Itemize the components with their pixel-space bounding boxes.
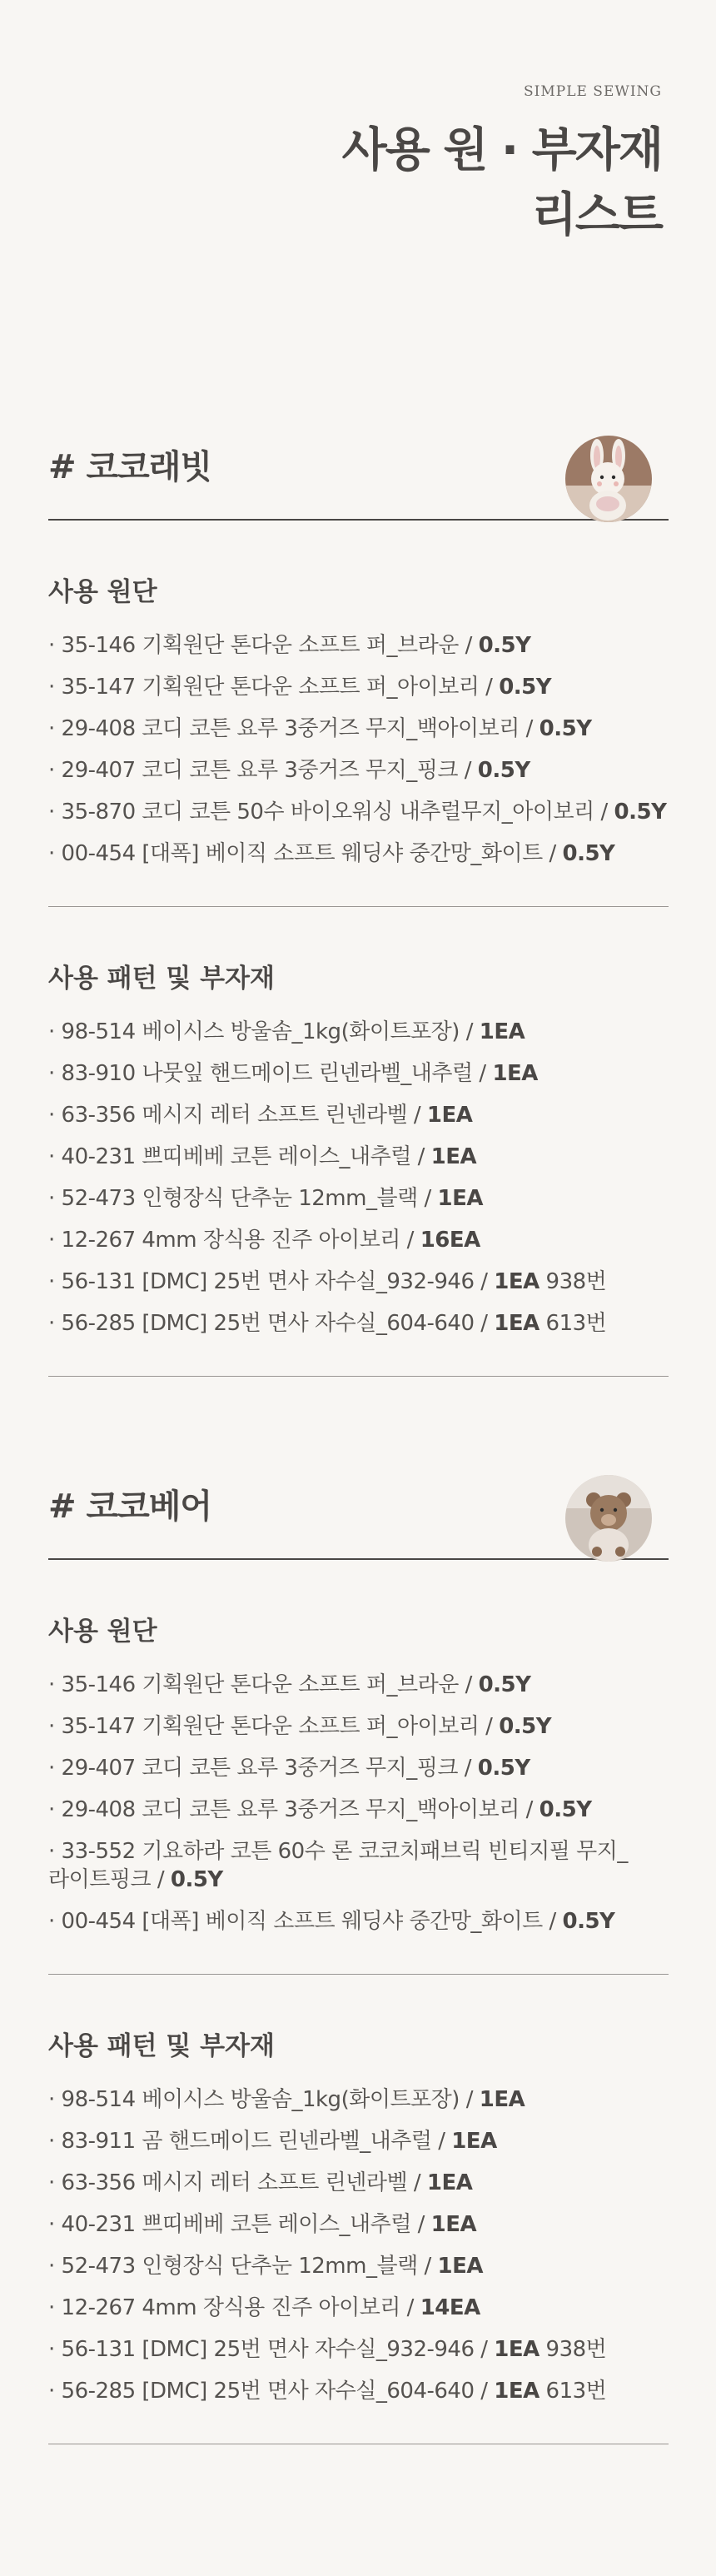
product-name: # 코코베어	[48, 1487, 212, 1526]
list-item	[48, 1101, 669, 1129]
item-text: · 35-146 기획원단 톤다운 소프트 퍼_브라운 /	[48, 633, 479, 658]
notions-list	[48, 1018, 669, 1338]
item-text: · 35-870 코디 코튼 50수 바이오워싱 내추럴무지_아이보리 /	[48, 800, 614, 825]
item-quantity: 0.5Y	[614, 800, 667, 825]
fabric-section-title: 사용 원단	[48, 577, 157, 607]
product-section-bear	[48, 1475, 669, 2444]
item-text: · 98-514 베이시스 방울솜_1kg(화이트포장) /	[48, 2087, 480, 2112]
list-item	[48, 673, 669, 701]
item-quantity: 1EA	[426, 1103, 473, 1128]
item-quantity: 1EA	[430, 1144, 477, 1169]
notions-section	[48, 1975, 669, 2444]
item-quantity: 1EA	[451, 2129, 497, 2154]
item-quantity: 0.5Y	[539, 716, 592, 741]
list-item	[48, 1143, 669, 1171]
item-text: · 40-231 쁘띠베베 코튼 레이스_내추럴 /	[48, 2212, 431, 2237]
item-suffix: 938번	[539, 2337, 607, 2362]
item-quantity: 1EA	[494, 1311, 539, 1336]
list-item	[48, 1018, 669, 1046]
item-suffix: 613번	[539, 2379, 607, 2404]
item-text: · 98-514 베이시스 방울솜_1kg(화이트포장) /	[48, 1019, 480, 1044]
list-item	[48, 2210, 669, 2239]
item-quantity: 16EA	[420, 1228, 480, 1253]
notions-section-title: 사용 패턴 및 부자재	[48, 2031, 275, 2061]
item-text: · 35-147 기획원단 톤다운 소프트 퍼_아이보리 /	[48, 675, 500, 700]
item-text: · 83-910 나뭇잎 핸드메이드 린넨라벨_내추럴 /	[48, 1061, 493, 1086]
item-text: · 29-407 코디 코튼 요루 3중거즈 무지_핑크 /	[48, 1756, 478, 1781]
item-quantity: 0.5Y	[478, 633, 531, 658]
item-quantity: 0.5Y	[499, 1714, 552, 1739]
list-item	[48, 1671, 669, 1699]
brand-label: SIMPLE SEWING	[523, 83, 662, 100]
item-quantity: 0.5Y	[478, 1672, 531, 1697]
notions-section-title: 사용 패턴 및 부자재	[48, 964, 275, 994]
item-text: · 63-356 메시지 레터 소프트 린넨라벨 /	[48, 1103, 427, 1128]
item-text: · 63-356 메시지 레터 소프트 린넨라벨 /	[48, 2170, 427, 2195]
list-item	[48, 1059, 669, 1088]
list-item	[48, 1309, 669, 1338]
list-item	[48, 715, 669, 743]
list-item	[48, 840, 669, 868]
list-item	[48, 2127, 669, 2155]
list-item	[48, 2377, 669, 2405]
list-item	[48, 1226, 669, 1254]
item-quantity: 0.5Y	[477, 758, 530, 783]
item-text: · 00-454 [대폭] 베이직 소프트 웨딩샤 중간망_화이트 /	[48, 1909, 563, 1934]
notions-section	[48, 907, 669, 1377]
item-quantity: 0.5Y	[170, 1867, 223, 1892]
page-title	[342, 118, 662, 248]
bear-doll-photo	[565, 1475, 652, 1562]
item-text: · 29-408 코디 코튼 요루 3중거즈 무지_백아이보리 /	[48, 1797, 539, 1822]
item-quantity: 1EA	[492, 1061, 538, 1086]
item-quantity: 1EA	[426, 2170, 473, 2195]
list-item	[48, 1712, 669, 1741]
item-quantity: 1EA	[437, 2254, 483, 2279]
item-text: · 12-267 4mm 장식용 진주 아이보리 /	[48, 2295, 420, 2320]
item-text: · 56-285 [DMC] 25번 면사 자수실_604-640 /	[48, 2379, 495, 2404]
list-item	[48, 1268, 669, 1296]
item-quantity: 0.5Y	[477, 1756, 530, 1781]
product-section-rabbit	[48, 436, 669, 1377]
product-header	[48, 436, 669, 521]
item-text: · 29-407 코디 코튼 요루 3중거즈 무지_핑크 /	[48, 758, 478, 783]
fabric-list	[48, 631, 669, 868]
item-quantity: 1EA	[479, 2087, 525, 2112]
item-quantity: 1EA	[494, 2379, 539, 2404]
list-item	[48, 2335, 669, 2364]
item-quantity: 1EA	[494, 1269, 539, 1294]
item-quantity: 1EA	[430, 2212, 477, 2237]
list-item	[48, 2085, 669, 2114]
list-item	[48, 1907, 669, 1936]
item-quantity: 1EA	[437, 1186, 483, 1211]
item-text: · 40-231 쁘띠베베 코튼 레이스_내추럴 /	[48, 1144, 431, 1169]
item-text: · 56-131 [DMC] 25번 면사 자수실_932-946 /	[48, 1269, 495, 1294]
item-text: · 52-473 인형장식 단추눈 12mm_블랙 /	[48, 1186, 438, 1211]
item-text: · 33-552 기요하라 코튼 60수 론 코코치패브릭 빈티지필 무지_라이트핑크 /	[48, 1839, 628, 1892]
list-item	[48, 756, 669, 785]
item-quantity: 0.5Y	[562, 1909, 615, 1934]
item-text: · 35-146 기획원단 톤다운 소프트 퍼_브라운 /	[48, 1672, 479, 1697]
list-item	[48, 1184, 669, 1213]
rabbit-doll-photo	[565, 436, 652, 522]
fabric-section	[48, 521, 669, 907]
notions-list	[48, 2085, 669, 2405]
item-quantity: 1EA	[494, 2337, 539, 2362]
page-title-line1: 사용 원 · 부자재	[341, 123, 662, 177]
list-item	[48, 2169, 669, 2197]
fabric-section	[48, 1560, 669, 1975]
page-title-line2: 리스트	[531, 188, 662, 242]
page-header	[342, 83, 662, 248]
item-quantity: 1EA	[479, 1019, 525, 1044]
item-text: · 29-408 코디 코튼 요루 3중거즈 무지_백아이보리 /	[48, 716, 539, 741]
list-item	[48, 1837, 631, 1894]
fabric-section-title: 사용 원단	[48, 1617, 157, 1647]
list-item	[48, 2294, 669, 2322]
list-item	[48, 798, 669, 826]
item-quantity: 0.5Y	[539, 1797, 592, 1822]
item-text: · 00-454 [대폭] 베이직 소프트 웨딩샤 중간망_화이트 /	[48, 841, 563, 866]
list-item	[48, 1754, 669, 1782]
item-text: · 52-473 인형장식 단추눈 12mm_블랙 /	[48, 2254, 438, 2279]
item-text: · 83-911 곰 핸드메이드 린넨라벨_내추럴 /	[48, 2129, 452, 2154]
list-item	[48, 631, 669, 660]
list-item	[48, 1796, 669, 1824]
item-text: · 56-285 [DMC] 25번 면사 자수실_604-640 /	[48, 1311, 495, 1336]
product-header	[48, 1475, 669, 1560]
item-text: · 35-147 기획원단 톤다운 소프트 퍼_아이보리 /	[48, 1714, 500, 1739]
item-quantity: 0.5Y	[499, 675, 552, 700]
item-suffix: 938번	[539, 1269, 607, 1294]
item-suffix: 613번	[539, 1311, 607, 1336]
list-item	[48, 2252, 669, 2280]
item-quantity: 0.5Y	[562, 841, 615, 866]
product-name: # 코코래빗	[48, 448, 212, 486]
item-text: · 56-131 [DMC] 25번 면사 자수실_932-946 /	[48, 2337, 495, 2362]
fabric-list	[48, 1671, 669, 1936]
item-quantity: 14EA	[420, 2295, 480, 2320]
item-text: · 12-267 4mm 장식용 진주 아이보리 /	[48, 1228, 420, 1253]
